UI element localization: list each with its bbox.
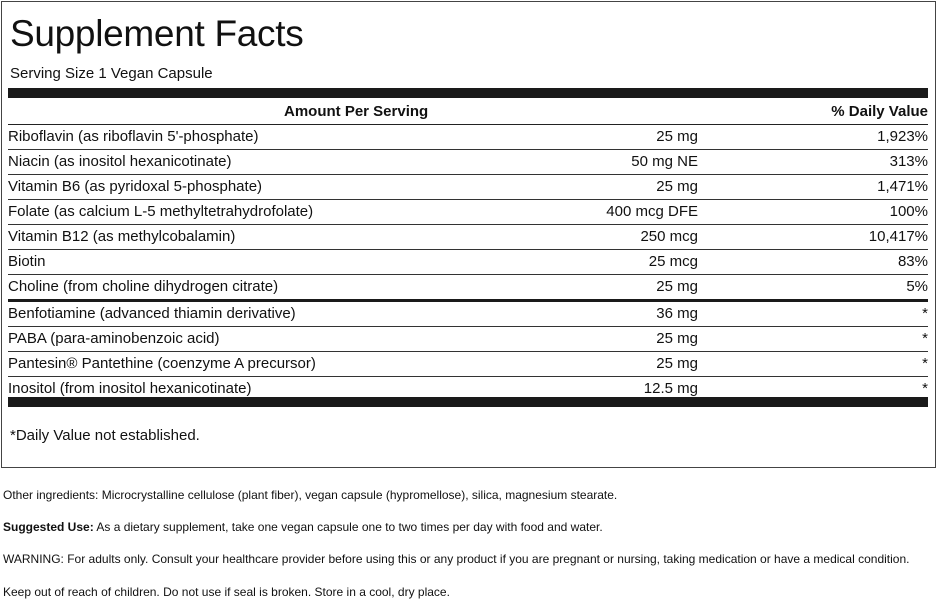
bottom-divider-bar: [8, 397, 928, 407]
nutrient-amount: 50 mg NE: [631, 153, 698, 170]
table-row: [8, 125, 928, 150]
nutrient-daily-value: 100%: [889, 203, 928, 220]
nutrient-name: Folate (as calcium L-5 methyltetrahydrofolate): [8, 203, 314, 220]
nutrient-daily-value: 5%: [906, 278, 928, 295]
table-row: [8, 150, 928, 175]
other-ingredients: Other ingredients: Microcrystalline cellulose (plant fiber), vegan capsule (hypromellose), silica, magnesium stearate.: [3, 488, 618, 502]
nutrient-amount: 25 mg: [656, 355, 698, 372]
nutrient-daily-value: 10,417%: [868, 228, 928, 245]
warning-label: WARNING:: [3, 552, 64, 566]
nutrient-amount: 12.5 mg: [643, 380, 698, 397]
nutrient-name: Vitamin B6 (as pyridoxal 5-phosphate): [8, 178, 263, 195]
nutrient-amount: 250 mcg: [640, 228, 698, 245]
header-daily-value: % Daily Value: [831, 103, 928, 120]
nutrient-name: Vitamin B12 (as methylcobalamin): [8, 228, 236, 245]
table-row: [8, 250, 928, 275]
table-row: [8, 175, 928, 200]
nutrient-daily-value: *: [922, 380, 928, 397]
nutrient-name: Inositol (from inositol hexanicotinate): [8, 380, 252, 397]
suggested-use: [3, 519, 937, 535]
header-amount-per-serving: Amount Per Serving: [284, 103, 429, 120]
nutrient-daily-value: *: [922, 330, 928, 347]
table-row: [8, 225, 928, 250]
nutrient-daily-value: 1,923%: [877, 128, 928, 145]
nutrient-daily-value: 313%: [889, 153, 928, 170]
nutrient-daily-value: 1,471%: [877, 178, 928, 195]
nutrient-amount: 25 mg: [656, 330, 698, 347]
nutrient-name: Choline (from choline dihydrogen citrate): [8, 278, 279, 295]
nutrient-amount: 36 mg: [656, 305, 698, 322]
serving-size: Serving Size 1 Vegan Capsule: [10, 65, 213, 82]
nutrient-name: Riboflavin (as riboflavin 5'-phosphate): [8, 128, 259, 145]
nutrient-amount: 400 mcg DFE: [606, 203, 698, 220]
warning-text: For adults only. Consult your healthcare provider before using this or any product if you are pregnant or nursing, taking medication or have a medical condition.: [63, 552, 910, 566]
suggested-use-label: Suggested Use:: [3, 520, 94, 534]
daily-value-footnote: *Daily Value not established.: [10, 427, 200, 444]
nutrient-name: Benfotiamine (advanced thiamin derivative): [8, 305, 296, 322]
storage-instructions: Keep out of reach of children. Do not use if seal is broken. Store in a cool, dry place.: [3, 585, 450, 599]
nutrient-daily-value: 83%: [897, 253, 928, 270]
panel-title: Supplement Facts: [10, 13, 304, 54]
nutrient-name: Biotin: [8, 253, 46, 270]
warning: [3, 551, 937, 567]
nutrient-amount: 25 mg: [656, 128, 698, 145]
nutrient-table: [8, 125, 928, 401]
top-divider-bar: [8, 88, 928, 98]
nutrient-name: Niacin (as inositol hexanicotinate): [8, 153, 232, 170]
table-row: [8, 302, 928, 327]
table-header: [8, 100, 928, 125]
nutrient-daily-value: *: [922, 355, 928, 372]
table-row: [8, 200, 928, 225]
nutrient-name: PABA (para-aminobenzoic acid): [8, 330, 220, 347]
nutrient-amount: 25 mcg: [648, 253, 698, 270]
nutrient-amount: 25 mg: [656, 278, 698, 295]
table-row: [8, 352, 928, 377]
nutrient-daily-value: *: [922, 305, 928, 322]
table-row: [8, 327, 928, 352]
table-row: [8, 275, 928, 302]
nutrient-name: Pantesin® Pantethine (coenzyme A precursor): [8, 355, 316, 372]
nutrient-amount: 25 mg: [656, 178, 698, 195]
suggested-use-text: As a dietary supplement, take one vegan capsule one to two times per day with food and water.: [93, 520, 603, 534]
